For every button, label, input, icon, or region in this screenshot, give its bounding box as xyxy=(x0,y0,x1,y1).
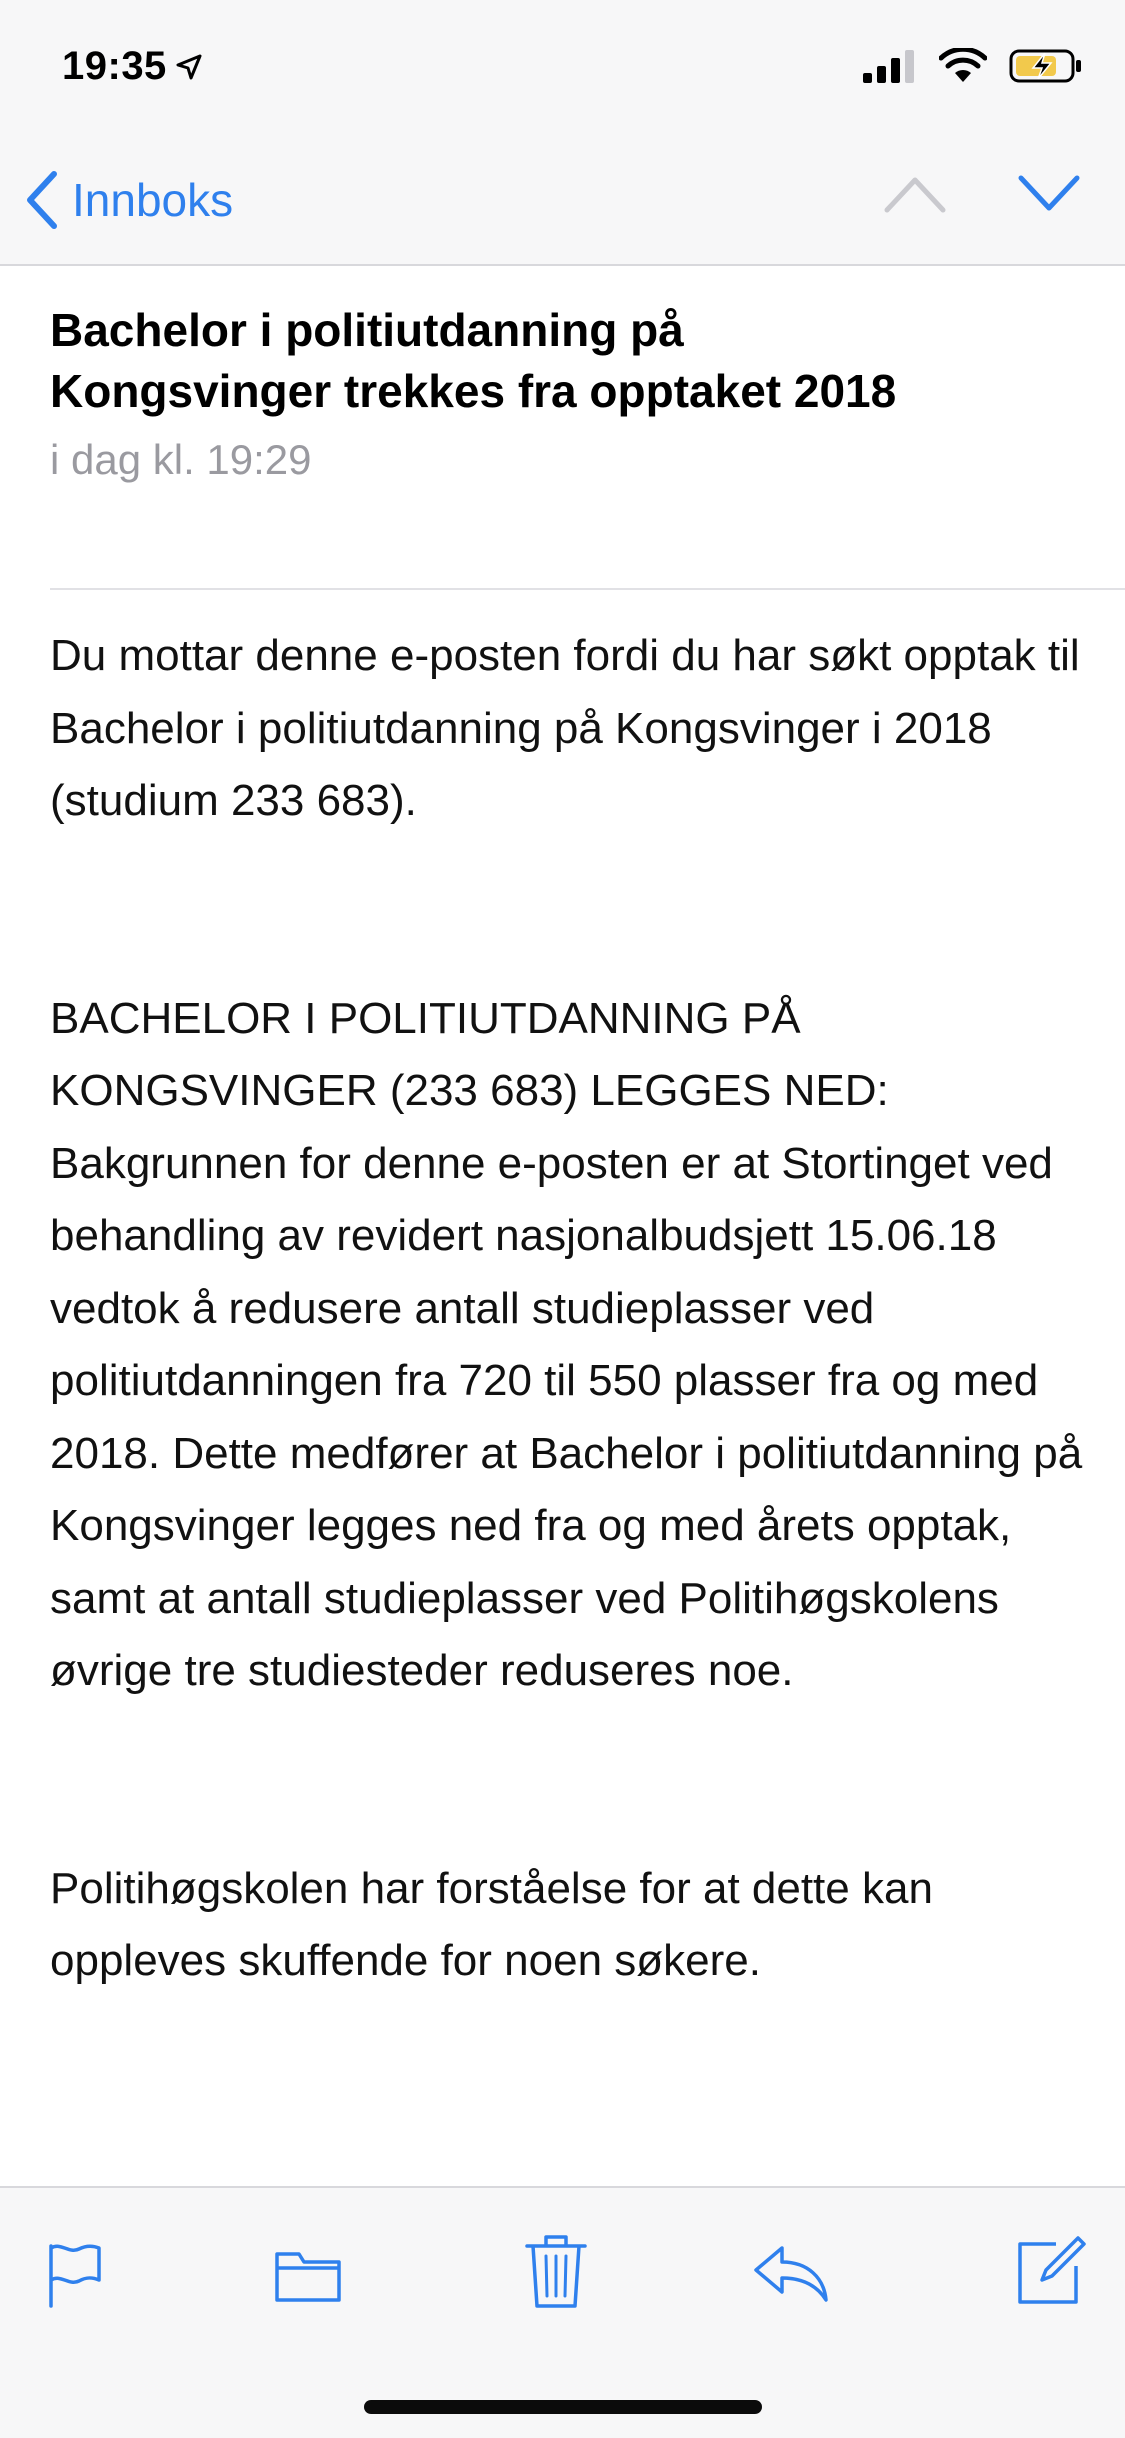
compose-icon xyxy=(1016,2234,1086,2306)
reply-icon xyxy=(752,2244,830,2304)
wifi-icon xyxy=(939,48,987,84)
paragraph-spacer xyxy=(50,1708,1090,1853)
status-bar xyxy=(0,0,1125,132)
body-paragraph-3: Politihøgskolen har forståelse for at dette kan oppleves skuffende for noen søkere. xyxy=(50,1863,933,1985)
nav-bar xyxy=(0,132,1125,266)
paragraph-spacer xyxy=(50,838,1090,983)
status-time-label: 19:35 xyxy=(62,44,167,88)
back-label: Innboks xyxy=(72,174,234,226)
signal-icon xyxy=(863,49,917,83)
message-body xyxy=(50,620,1090,1998)
compose-button[interactable] xyxy=(1016,2234,1086,2306)
message-header xyxy=(50,300,1125,486)
message-navigation xyxy=(883,174,1081,214)
reply-button[interactable] xyxy=(752,2244,830,2304)
trash-icon xyxy=(524,2232,588,2310)
battery-charging-icon xyxy=(1009,48,1083,84)
body-paragraph-2: Bakgrunnen for denne e-posten er at Stortinget ved behandling av revidert nasjonalbudsjett 15.06.18 vedtok å redusere antall studieplasser ved politiutdanningen fra 720 til 550 plasser fra og med 2018. Dette medfører at Bachelor i politiutdanning på Kongsvinger legges ned fra og med årets opptak, samt at antall studieplasser ved Politihøgskolens øvrige tre studiesteder reduseres noe. xyxy=(50,1138,1083,1695)
folder-icon xyxy=(274,2248,342,2304)
location-arrow-icon xyxy=(175,53,203,81)
message-date: i dag kl. 19:29 xyxy=(50,436,312,483)
flag-button[interactable] xyxy=(46,2240,106,2310)
bottom-toolbar xyxy=(0,2186,1125,2438)
move-to-folder-button[interactable] xyxy=(274,2248,342,2304)
header-divider xyxy=(50,588,1125,590)
status-indicators xyxy=(863,48,1083,84)
previous-message-button[interactable] xyxy=(883,174,947,214)
flag-icon xyxy=(46,2240,106,2310)
body-paragraph-2-heading: BACHELOR I POLITIUTDANNING PÅ KONGSVINGER (233 683) LEGGES NED: xyxy=(50,993,889,1115)
delete-button[interactable] xyxy=(524,2232,588,2310)
body-paragraph-1: Du mottar denne e-posten fordi du har søkt opptak til Bachelor i politiutdanning på Kongsvinger i 2018 (studium 233 683). xyxy=(50,631,1080,825)
back-button[interactable] xyxy=(24,170,233,230)
chevron-left-icon xyxy=(24,170,58,230)
message-subject: Bachelor i politiutdanning på Kongsvinger trekkes fra opptaket 2018 xyxy=(50,304,897,417)
status-time xyxy=(62,44,203,89)
next-message-button[interactable] xyxy=(1017,174,1081,214)
home-indicator[interactable] xyxy=(364,2400,762,2414)
